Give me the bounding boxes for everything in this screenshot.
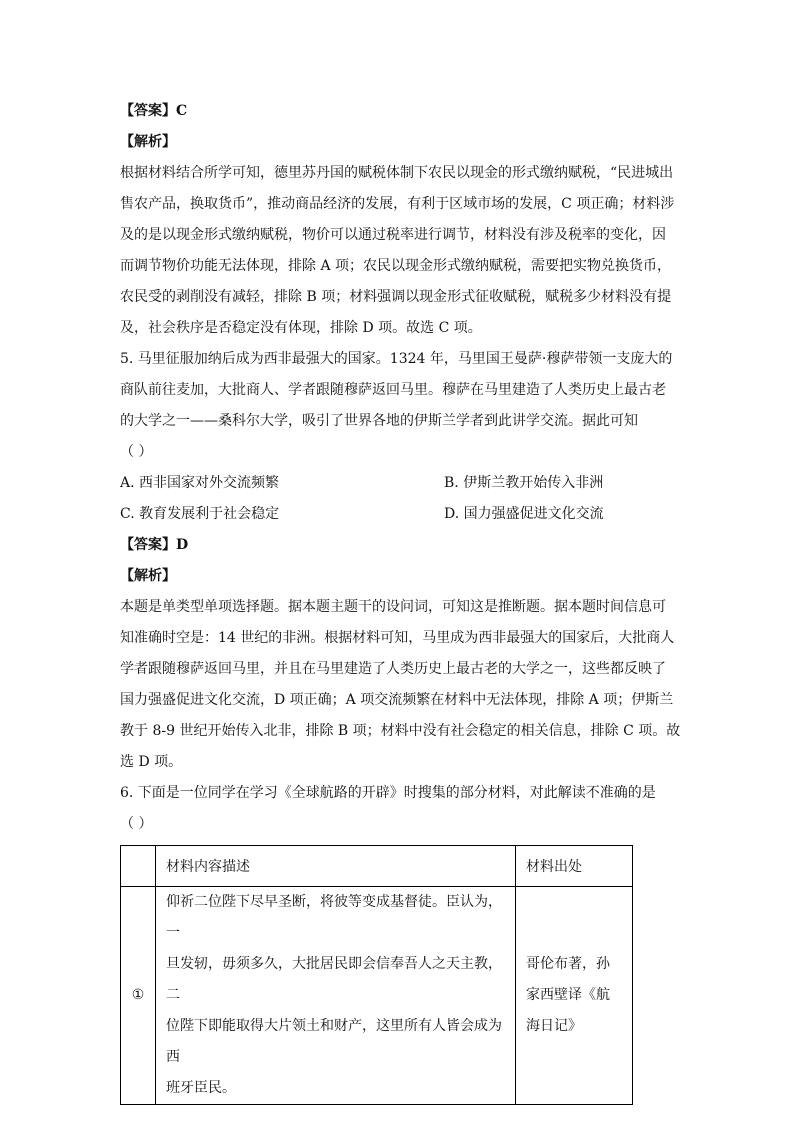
q4-analysis-line: 而调节物价功能无法体现，排除 A 项；农民以现金形式缴纳赋税，需要把实物兑换货币， <box>120 258 672 274</box>
row-content-line: 旦发轫，毋须多久，大批居民即会信奉吾人之天主教，二 <box>166 956 502 1003</box>
row-source-line: 哥伦布著，孙 <box>526 956 610 972</box>
q5-option-c: C. 教育发展利于社会稳定 <box>120 506 280 522</box>
row-number: ① <box>121 887 156 1105</box>
table-header-num <box>121 846 156 887</box>
document-page <box>120 96 680 840</box>
q4-analysis-line: 农民受的剥削没有减轻，排除 B 项；材料强调以现金形式征收赋税，赋税多少材料没有提 <box>120 289 672 305</box>
q4-analysis-line: 售农产品，换取货币”，推动商品经济的发展，有利于区域市场的发展，C 项正确；材料涉 <box>120 196 675 212</box>
q6-stem-blank: （ ） <box>120 816 153 832</box>
q5-analysis-label: 【解析】 <box>120 568 176 584</box>
q6-material-table <box>120 845 633 1105</box>
q4-analysis-label: 【解析】 <box>120 134 176 150</box>
q6-stem <box>120 778 680 840</box>
q5-analysis-line: 学者跟随穆萨返回马里，并且在马里建造了人类历史上最古老的大学之一，这些都反映了 <box>120 661 666 677</box>
q5-option-b: B. 伊斯兰教开始传入非洲 <box>444 475 604 491</box>
q5-option-d: D. 国力强盛促进文化交流 <box>444 506 604 522</box>
q5-analysis-line: 国力强盛促进文化交流，D 项正确；A 项交流频繁在材料中无法体现，排除 A 项；伊斯兰 <box>120 692 674 708</box>
table-row <box>121 887 633 1105</box>
row-source-line: 海日记》 <box>526 1018 582 1034</box>
row-content-line: 班牙臣民。 <box>166 1080 236 1096</box>
table-header-row <box>121 846 633 887</box>
q4-answer: 【答案】C <box>120 103 188 119</box>
row-content-line: 仰祈二位陛下尽早圣断，将彼等变成基督徒。臣认为，一 <box>166 894 502 941</box>
q5-analysis <box>120 592 680 778</box>
q5-analysis-line: 本题是单类型单项选择题。据本题主题干的设问词，可知这是推断题。据本题时间信息可 <box>120 599 666 615</box>
row-content <box>156 887 516 1105</box>
table-header-source: 材料出处 <box>516 846 633 887</box>
row-source <box>516 887 633 1105</box>
q4-analysis-line: 及，社会秩序是否稳定没有体现，排除 D 项。故选 C 项。 <box>120 320 482 336</box>
q5-analysis-line: 选 D 项。 <box>120 754 183 770</box>
q6-stem-line: 6. 下面是一位同学在学习《全球航路的开辟》时搜集的部分材料，对此解读不准确的是 <box>120 785 656 801</box>
q5-analysis-line: 知准确时空是：14 世纪的非洲。根据材料可知，马里成为西非最强大的国家后，大批商人 <box>120 630 675 646</box>
q5-stem <box>120 344 680 468</box>
q5-analysis-line: 教于 8-9 世纪开始传入北非，排除 B 项；材料中没有社会稳定的相关信息，排除 C 项。故 <box>120 723 681 739</box>
q5-stem-line: 的大学之一——桑科尔大学，吸引了世界各地的伊斯兰学者到此讲学交流。据此可知 <box>120 413 638 429</box>
row-content-line: 位陛下即能取得大片领土和财产，这里所有人皆会成为西 <box>166 1018 502 1065</box>
q4-analysis-line: 根据材料结合所学可知，德里苏丹国的赋税体制下农民以现金的形式缴纳赋税，“民进城出 <box>120 165 674 181</box>
q5-stem-line: 商队前往麦加，大批商人、学者跟随穆萨返回马里。穆萨在马里建造了人类历史上最古老 <box>120 382 666 398</box>
q4-analysis <box>120 158 680 344</box>
q5-options-row-2 <box>120 499 680 530</box>
q5-stem-line: 5. 马里征服加纳后成为西非最强大的国家。1324 年，马里国王曼萨·穆萨带领一支庞大的 <box>120 351 673 367</box>
q5-option-a: A. 西非国家对外交流频繁 <box>120 475 280 491</box>
q5-options-row-1 <box>120 468 680 499</box>
row-source-line: 家西壁译《航 <box>526 987 610 1003</box>
q5-stem-blank: （ ） <box>120 444 153 460</box>
table-header-content: 材料内容描述 <box>156 846 516 887</box>
q5-answer: 【答案】D <box>120 537 189 553</box>
q4-analysis-line: 及的是以现金形式缴纳赋税，物价可以通过税率进行调节，材料没有涉及税率的变化，因 <box>120 227 666 243</box>
